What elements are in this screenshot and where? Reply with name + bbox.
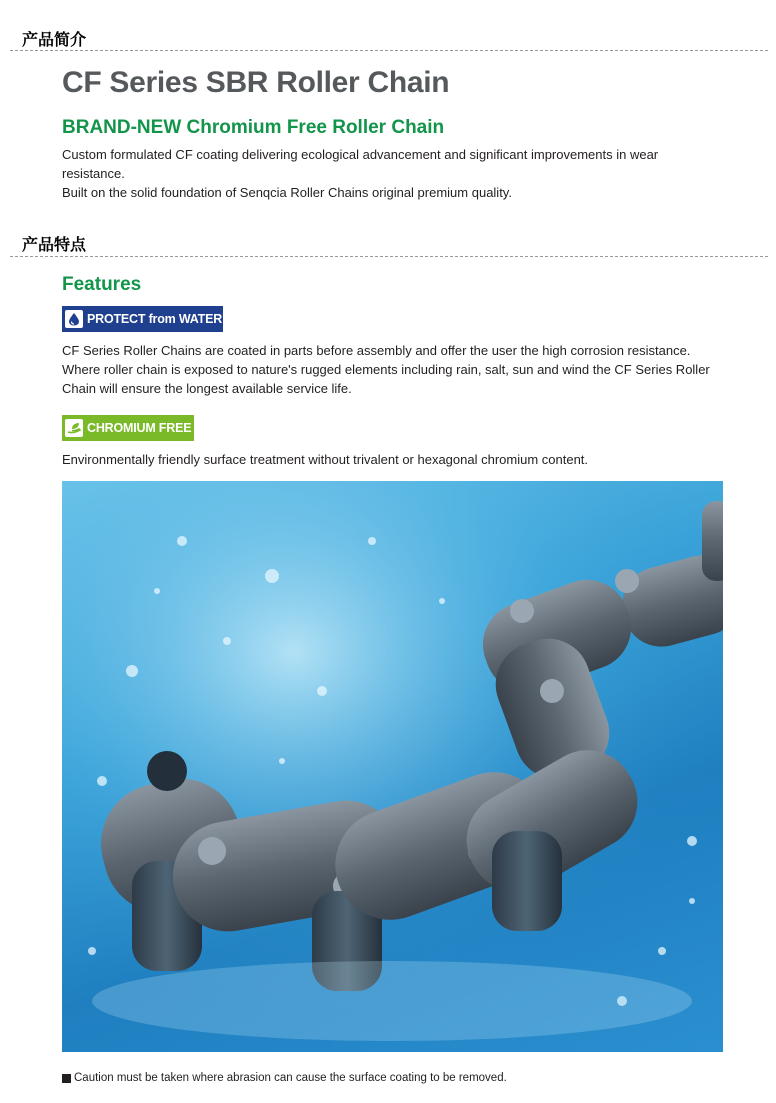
section-heading-intro: 产品简介 [22,30,87,49]
water-line: CF Series Roller Chains are coated in parts before assembly and offer the user the high corrosion resistance. [62,343,691,358]
water-line: Where roller chain is exposed to nature's rugged elements including rain, salt, sun and wind the CF Series Roller [62,362,710,377]
badge-label: PROTECT from WATER [87,312,223,326]
product-photo [62,481,723,1052]
protect-from-water-badge [62,306,223,332]
caution-note [62,1072,507,1084]
roller-chain-illustration [62,481,723,1052]
intro-paragraph [62,145,732,202]
section-divider [10,256,768,257]
chromium-line: Environmentally friendly surface treatment without trivalent or hexagonal chromium content. [62,452,589,467]
water-drop-icon [65,310,83,328]
water-paragraph [62,341,732,398]
intro-line: resistance. [62,166,125,181]
square-bullet-icon [62,1074,71,1083]
page-title: CF Series SBR Roller Chain [62,66,450,99]
chromium-paragraph [62,450,732,469]
features-title: Features [62,274,142,295]
section-divider [10,50,768,51]
section-heading-features: 产品特点 [22,235,87,254]
water-line: Chain will ensure the longest available service life. [62,381,352,396]
chromium-free-badge [62,415,194,441]
intro-line: Custom formulated CF coating delivering ecological advancement and significant improvements in wear [62,147,659,162]
intro-line: Built on the solid foundation of Senqcia Roller Chains original premium quality. [62,185,512,200]
badge-label: CHROMIUM FREE [87,421,192,435]
leaf-hand-icon [65,419,83,437]
caution-text: Caution must be taken where abrasion can cause the surface coating to be removed. [74,1072,507,1084]
page-subtitle: BRAND-NEW Chromium Free Roller Chain [62,117,445,138]
